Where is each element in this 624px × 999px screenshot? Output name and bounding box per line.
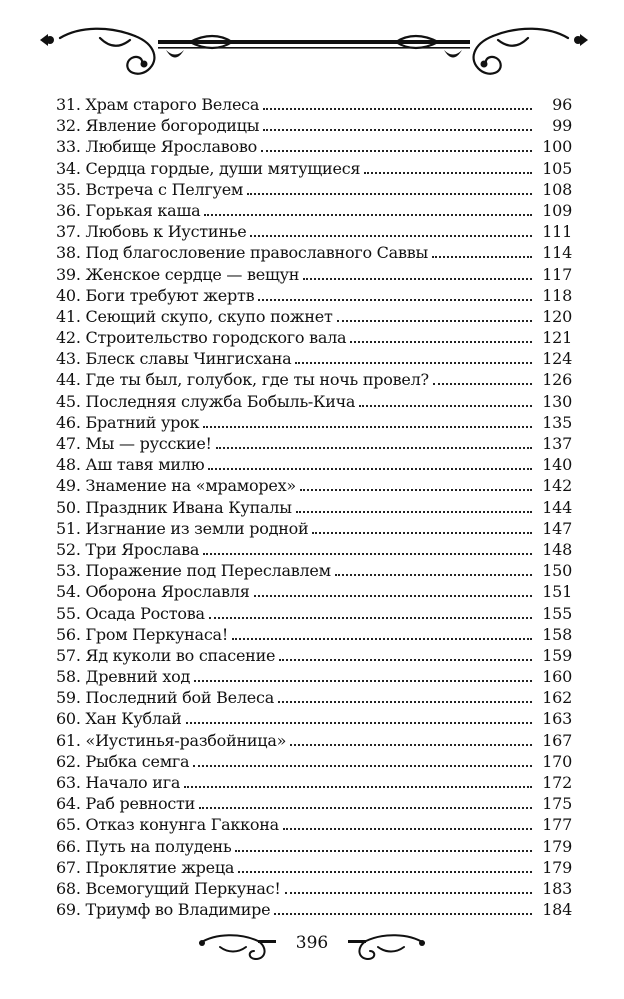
toc-entry-page: 150	[542, 561, 572, 581]
toc-entry-title: 31. Храм старого Велеса	[56, 95, 260, 114]
toc-entry-title: 61. «Иустинья-разбойница»	[56, 730, 287, 750]
toc-leader-dots	[283, 826, 532, 830]
toc-entry-title: 32. Явление богородицы	[56, 116, 260, 136]
toc-leader-dots	[433, 381, 532, 385]
table-of-contents	[56, 94, 572, 920]
toc-leader-dots	[261, 148, 532, 152]
toc-entry	[56, 857, 572, 878]
toc-entry	[56, 814, 572, 835]
toc-entry	[56, 899, 572, 920]
toc-entry-page: 120	[542, 306, 572, 326]
toc-entry-page: 162	[542, 688, 572, 708]
toc-leader-dots	[203, 424, 532, 428]
toc-entry-title: 59. Последний бой Велеса	[56, 688, 275, 708]
toc-leader-dots	[209, 615, 532, 619]
toc-entry	[56, 581, 572, 602]
page-number: 396	[295, 933, 329, 953]
toc-entry	[56, 687, 572, 708]
toc-entry-title: 47. Мы — русские!	[56, 434, 212, 453]
toc-entry-page: 155	[542, 603, 572, 623]
toc-entry-page: 159	[542, 645, 572, 665]
toc-entry-title: 38. Под благословение православного Саввы	[56, 243, 428, 263]
toc-leader-dots	[279, 657, 532, 661]
top-ornament	[40, 20, 588, 84]
toc-leader-dots	[295, 360, 532, 364]
toc-entry	[56, 793, 572, 814]
toc-entry-page: 109	[542, 200, 572, 220]
toc-leader-dots	[335, 572, 532, 576]
toc-entry	[56, 878, 572, 899]
toc-entry-page: 167	[542, 730, 572, 750]
toc-entry	[56, 327, 572, 348]
toc-entry-page: 114	[542, 243, 572, 263]
toc-entry-title: 37. Любовь к Иустинье	[56, 222, 247, 242]
toc-entry-page: 148	[542, 539, 572, 559]
toc-entry-title: 69. Триумф во Владимире	[56, 900, 271, 920]
toc-entry	[56, 158, 572, 179]
toc-entry-title: 40. Боги требуют жертв	[56, 285, 255, 305]
toc-entry-title: 35. Встреча с Пелгуем	[56, 179, 244, 199]
toc-entry	[56, 475, 572, 496]
toc-entry-page: 142	[542, 476, 572, 496]
toc-entry-page: 177	[542, 815, 572, 835]
toc-entry-page: 184	[542, 900, 572, 920]
toc-leader-dots	[235, 848, 532, 852]
toc-entry-page: 99	[552, 116, 572, 136]
toc-leader-dots	[359, 403, 532, 407]
toc-leader-dots	[203, 551, 532, 555]
toc-entry-title: 39. Женское сердце — вещун	[56, 264, 300, 284]
toc-entry-page: 160	[542, 667, 572, 687]
toc-entry-title: 56. Гром Перкунаса!	[56, 624, 228, 644]
toc-entry	[56, 433, 572, 454]
toc-leader-dots	[312, 530, 532, 534]
toc-entry-page: 108	[542, 179, 572, 199]
toc-entry-title: 65. Отказ конунга Гаккона	[56, 815, 279, 835]
toc-leader-dots	[263, 127, 532, 131]
toc-entry-title: 53. Поражение под Переславлем	[56, 561, 331, 581]
toc-leader-dots	[285, 890, 532, 894]
toc-entry	[56, 730, 572, 751]
toc-entry	[56, 751, 572, 772]
toc-entry	[56, 264, 572, 285]
toc-entry-page: 117	[542, 264, 572, 284]
toc-entry-page: 126	[542, 370, 572, 390]
toc-entry-title: 68. Всемогущий Перкунас!	[56, 878, 281, 898]
toc-entry-page: 130	[542, 391, 572, 411]
toc-entry-page: 144	[542, 497, 572, 517]
toc-entry	[56, 412, 572, 433]
toc-entry-title: 66. Путь на полудень	[56, 836, 232, 856]
toc-entry-title: 48. Аш тавя милю	[56, 455, 205, 475]
toc-entry	[56, 539, 572, 560]
toc-entry-title: 44. Где ты был, голубок, где ты ночь провел?	[56, 370, 429, 390]
toc-leader-dots	[364, 170, 532, 174]
toc-leader-dots	[208, 466, 532, 470]
toc-entry-title: 67. Проклятие жреца	[56, 857, 235, 877]
toc-entry	[56, 624, 572, 645]
toc-leader-dots	[300, 487, 532, 491]
toc-leader-dots	[350, 339, 532, 343]
toc-entry-title: 46. Братний урок	[56, 412, 200, 432]
toc-leader-dots	[296, 509, 532, 513]
toc-entry-page: 111	[542, 222, 572, 242]
toc-entry	[56, 772, 572, 793]
toc-entry-title: 45. Последняя служба Бобыль-Кича	[56, 391, 356, 411]
toc-leader-dots	[194, 678, 532, 682]
toc-entry-title: 60. Хан Кублай	[56, 709, 182, 729]
toc-entry	[56, 221, 572, 242]
toc-entry	[56, 369, 572, 390]
toc-entry-page: 96	[552, 95, 572, 114]
toc-entry-page: 158	[542, 624, 572, 644]
toc-leader-dots	[278, 699, 532, 703]
toc-entry	[56, 179, 572, 200]
toc-entry	[56, 454, 572, 475]
toc-leader-dots	[290, 742, 532, 746]
toc-leader-dots	[186, 720, 532, 724]
toc-entry-page: 175	[542, 794, 572, 814]
toc-entry	[56, 306, 572, 327]
toc-entry-page: 118	[542, 285, 572, 305]
toc-entry	[56, 645, 572, 666]
toc-entry-title: 49. Знамение на «мраморех»	[56, 476, 296, 496]
toc-entry	[56, 242, 572, 263]
toc-entry-title: 33. Любище Ярославово	[56, 137, 258, 157]
toc-leader-dots	[247, 191, 532, 195]
toc-leader-dots	[263, 106, 532, 110]
toc-leader-dots	[232, 636, 532, 640]
toc-leader-dots	[254, 593, 532, 597]
toc-entry-title: 58. Древний ход	[56, 667, 191, 687]
toc-entry	[56, 497, 572, 518]
toc-entry	[56, 666, 572, 687]
toc-leader-dots	[274, 911, 532, 915]
toc-entry-title: 52. Три Ярослава	[56, 539, 200, 559]
toc-leader-dots	[258, 297, 532, 301]
toc-entry	[56, 708, 572, 729]
toc-entry-title: 41. Сеющий скупо, скупо пожнет	[56, 306, 333, 326]
toc-leader-dots	[216, 445, 532, 449]
toc-entry-page: 121	[542, 328, 572, 348]
toc-entry-page: 124	[542, 349, 572, 369]
toc-entry	[56, 285, 572, 306]
toc-entry	[56, 560, 572, 581]
toc-entry-title: 42. Строительство городского вала	[56, 328, 347, 348]
toc-entry-page: 163	[542, 709, 572, 729]
toc-leader-dots	[199, 805, 532, 809]
toc-entry	[56, 348, 572, 369]
toc-entry-title: 50. Праздник Ивана Купалы	[56, 497, 292, 517]
toc-entry	[56, 94, 572, 115]
toc-entry-page: 179	[542, 857, 572, 877]
toc-entry-page: 137	[542, 434, 572, 453]
toc-entry-page: 170	[542, 751, 572, 771]
toc-entry-page: 140	[542, 455, 572, 475]
toc-leader-dots	[250, 233, 532, 237]
toc-leader-dots	[204, 212, 532, 216]
toc-entry	[56, 115, 572, 136]
toc-entry	[56, 836, 572, 857]
toc-leader-dots	[193, 763, 532, 767]
toc-entry	[56, 200, 572, 221]
toc-entry-title: 55. Осада Ростова	[56, 603, 205, 623]
toc-entry-title: 64. Раб ревности	[56, 794, 196, 814]
toc-entry-page: 135	[542, 412, 572, 432]
toc-leader-dots	[337, 318, 532, 322]
toc-entry-page: 105	[542, 158, 572, 178]
toc-leader-dots	[303, 276, 532, 280]
toc-entry-page: 151	[542, 582, 572, 602]
toc-entry-title: 34. Сердца гордые, души мятущиеся	[56, 158, 361, 178]
toc-entry-title: 36. Горькая каша	[56, 200, 201, 220]
toc-entry	[56, 136, 572, 157]
toc-entry-page: 183	[542, 878, 572, 898]
toc-entry-page: 179	[542, 836, 572, 856]
toc-entry-page: 100	[542, 137, 572, 157]
toc-entry-title: 43. Блеск славы Чингисхана	[56, 349, 292, 369]
toc-entry-title: 57. Яд куколи во спасение	[56, 645, 276, 665]
toc-entry-title: 54. Оборона Ярославля	[56, 582, 250, 602]
toc-entry-title: 63. Начало ига	[56, 773, 181, 792]
toc-entry-title: 51. Изгнание из земли родной	[56, 518, 309, 538]
toc-leader-dots	[432, 254, 532, 258]
toc-entry-title: 62. Рыбка семга	[56, 751, 190, 771]
toc-entry-page: 147	[542, 518, 572, 538]
toc-leader-dots	[184, 784, 532, 788]
toc-entry	[56, 391, 572, 412]
toc-entry-page: 172	[542, 773, 572, 792]
toc-entry	[56, 603, 572, 624]
toc-leader-dots	[238, 869, 532, 873]
toc-entry	[56, 518, 572, 539]
